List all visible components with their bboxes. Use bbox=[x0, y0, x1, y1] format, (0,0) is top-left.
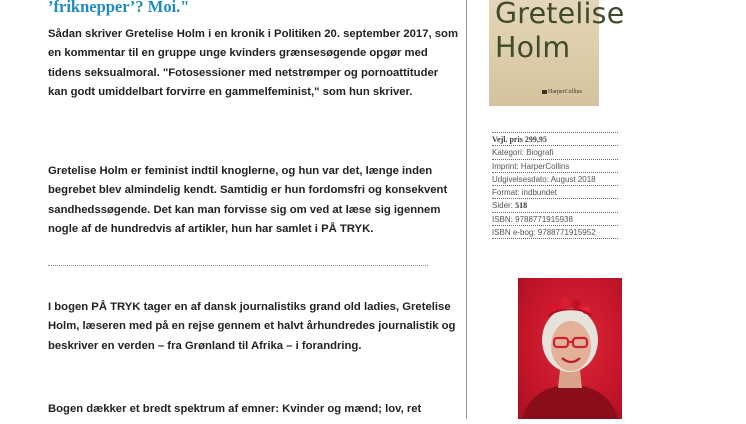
cover-author-last: Holm bbox=[495, 31, 571, 64]
article-paragraph-4: Bogen dækker et bredt spektrum af emner: Kvinder og mænd; lov, ret bbox=[48, 403, 422, 415]
book-details bbox=[492, 132, 618, 239]
article-paragraph-2: Gretelise Holm er feminist indtil knoglerne, og hun var det, længe inden begrebet blev almindelig kendt. Samtidig er hun fordomsfri og konsekvent sandhedssøgende. Det kan man forvisse sig om ved at læse sig igennem nogle af de hundredvis af artikler, hun har samlet i PÅ TRYK. bbox=[48, 165, 448, 236]
detail-pages-label: Sider: bbox=[492, 201, 516, 211]
detail-imprint: Imprint: HarperCollins bbox=[492, 160, 618, 173]
article-paragraph-1: Sådan skriver Gretelise Holm i en kronik i Politiken 20. september 2017, som en kommentar til en gruppe unge kvinders grænsesøgende opgør med tidens seksualmoral. "Fotosessioner med netstrømper og pornoattituder kan godt umiddelbart forvirre en gammelfeminist," som hun skriver. bbox=[48, 28, 459, 99]
author-portrait-image[interactable] bbox=[518, 278, 622, 419]
cover-publisher-name: HarperCollins bbox=[548, 89, 582, 95]
detail-isbn: ISBN: 9788771915938 bbox=[492, 213, 618, 226]
detail-price: Vejl. pris 299,95 bbox=[492, 132, 618, 146]
publisher-logo-icon bbox=[542, 90, 547, 94]
detail-release-date: Udgivelsesdato: August 2018 bbox=[492, 173, 618, 186]
detail-isbn-ebook: ISBN e-bog: 9788771915952 bbox=[492, 226, 618, 239]
cover-author-name bbox=[495, 0, 625, 65]
cover-publisher bbox=[542, 89, 582, 95]
article-headline: ’friknepper’? Moi." bbox=[48, 0, 190, 16]
article-paragraph-3: I bogen PÅ TRYK tager en af dansk journalistiks grand old ladies, Gretelise Holm, læseren med på en rejse gennem et halvt århundredes journalistik og beskriver en verden – fra Grønland til Afrika – i forandring. bbox=[48, 301, 456, 352]
detail-pages-value: 518 bbox=[515, 201, 528, 211]
book-cover-image[interactable] bbox=[489, 0, 625, 106]
author-portrait-svg bbox=[518, 278, 622, 419]
column-divider bbox=[466, 0, 467, 419]
detail-pages bbox=[492, 199, 618, 212]
detail-format: Format: indbundet bbox=[492, 186, 618, 199]
section-divider bbox=[48, 265, 428, 266]
cover-author-first: Gretelise bbox=[495, 0, 625, 30]
detail-category: Kategori: Biografi bbox=[492, 146, 618, 159]
